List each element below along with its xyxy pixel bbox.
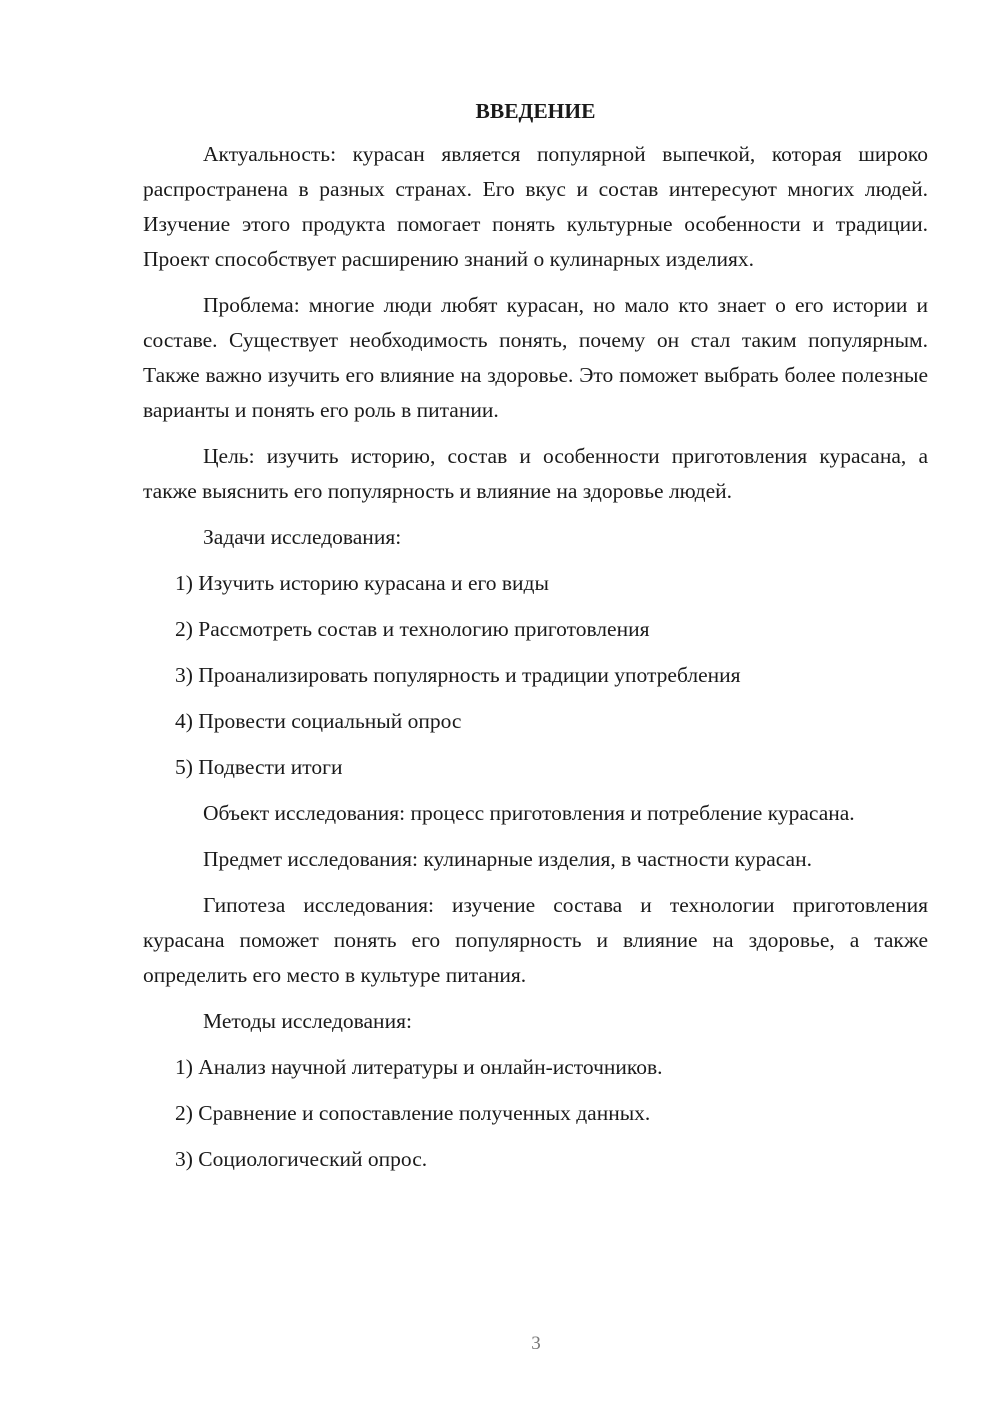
subject-paragraph: Предмет исследования: кулинарные изделия, в частности курасан. — [203, 847, 812, 871]
methods-title: Методы исследования: — [203, 1009, 412, 1033]
list-item: 3) Социологический опрос. — [175, 1147, 428, 1171]
list-item: 3) Проанализировать популярность и традиции употребления — [175, 663, 741, 687]
page-number: 3 — [531, 1333, 541, 1354]
document-page — [143, 96, 928, 1188]
list-item: 1) Анализ научной литературы и онлайн-источников. — [175, 1055, 663, 1079]
list-item: 2) Рассмотреть состав и технологию приготовления — [175, 617, 650, 641]
section-heading: ВВЕДЕНИЕ — [475, 99, 596, 123]
relevance-paragraph: Актуальность: курасан является популярной выпечкой, которая широко распространена в разных странах. Его вкус и состав интересуют многих людей. Изучение этого продукта помогает понять культурные особенности и традиции. Проект способствует расширению знаний о кулинарных изделиях. — [143, 142, 928, 271]
problem-paragraph: Проблема: многие люди любят курасан, но мало кто знает о его истории и составе. Существует необходимость понять, почему он стал таким популярным. Также важно изучить его влияние на здоровье. Это поможет выбрать более полезные варианты и понять его роль в питании. — [143, 293, 928, 422]
list-item: 5) Подвести итоги — [175, 755, 343, 779]
tasks-title: Задачи исследования: — [203, 525, 402, 549]
tasks-list — [143, 566, 928, 785]
goal-paragraph: Цель: изучить историю, состав и особенности приготовления курасана, а также выяснить его популярность и влияние на здоровье людей. — [143, 444, 928, 503]
list-item: 1) Изучить историю курасана и его виды — [175, 571, 549, 595]
object-paragraph: Объект исследования: процесс приготовления и потребление курасана. — [203, 801, 855, 825]
list-item: 4) Провести социальный опрос — [175, 709, 462, 733]
hypothesis-paragraph: Гипотеза исследования: изучение состава и технологии приготовления курасана поможет понять его популярность и влияние на здоровье, а также определить его место в культуре питания. — [143, 893, 928, 987]
list-item: 2) Сравнение и сопоставление полученных данных. — [175, 1101, 651, 1125]
methods-list — [143, 1050, 928, 1177]
